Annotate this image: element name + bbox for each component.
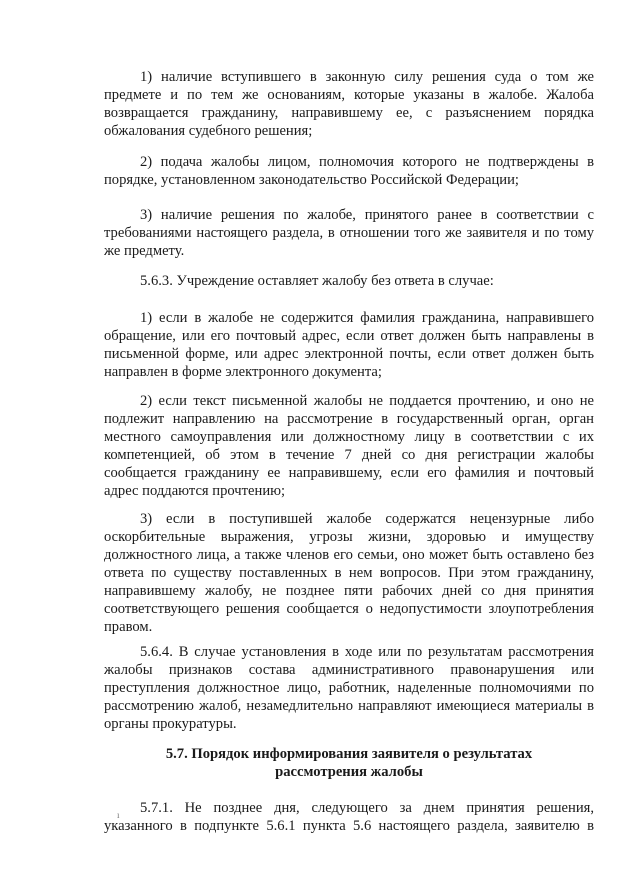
text-line: жалобы признаков состава административного правонарушения или — [104, 662, 594, 678]
paragraph-6 — [104, 392, 594, 500]
text-line: компетенцией, об этом в течение 7 дней со дня регистрации жалобы — [104, 447, 594, 463]
paragraph-10 — [104, 799, 594, 835]
text-line: 2) если текст письменной жалобы не поддается прочтению, и оно не — [140, 393, 594, 409]
text-line: сообщается гражданину ее направившему, если его фамилия и почтовый — [104, 465, 594, 481]
text-line: письменной форме, или адрес электронной почты, если ответ должен быть — [104, 346, 594, 362]
text-line: ответа по существу поставленных в нем вопросов. При этом гражданину, — [104, 565, 594, 581]
paragraph-1 — [104, 68, 594, 140]
text-line: преступления должностное лицо, работник, наделенные полномочиями по — [104, 680, 594, 696]
paragraph-5 — [104, 309, 594, 381]
text-line: 1) если в жалобе не содержится фамилия гражданина, направившего — [140, 310, 594, 326]
paragraph-3 — [104, 206, 594, 260]
text-line: же предмету. — [104, 243, 185, 259]
text-line: 5.6.4. В случае установления в ходе или по результатам рассмотрения — [140, 644, 594, 660]
paragraph-8 — [104, 643, 594, 733]
section-heading — [104, 745, 594, 781]
text-line: возвращается гражданину, направившему ее, с разъяснением порядка — [104, 105, 594, 121]
paragraph-2 — [104, 153, 594, 189]
text-line: оскорбительные выражения, угрозы жизни, здоровью и имуществу — [104, 529, 594, 545]
margin-mark: ı — [117, 810, 120, 820]
heading-line: рассмотрения жалобы — [275, 764, 423, 780]
text-line: обжалования судебного решения; — [104, 123, 313, 139]
text-line: 5.7.1. Не позднее дня, следующего за днем принятия решения, — [140, 800, 594, 816]
text-line: требованиями настоящего раздела, в отношении того же заявителя и по тому — [104, 225, 594, 241]
text-line: местного самоуправления или должностному лицу в соответствии с их — [104, 429, 594, 445]
text-line: рассмотрению жалоб, незамедлительно направляют имеющиеся материалы в — [104, 698, 594, 714]
text-line: указанного в подпункте 5.6.1 пункта 5.6 настоящего раздела, заявителю в — [104, 818, 594, 834]
heading-line: 5.7. Порядок информирования заявителя о результатах — [165, 746, 533, 762]
text-line: правом. — [104, 619, 153, 635]
text-line: направлен в форме электронного документа; — [104, 364, 382, 380]
text-line: предмете и по тем же основаниям, которые указаны в жалобе. Жалоба — [104, 87, 594, 103]
text-line: 3) наличие решения по жалобе, принятого ранее в соответствии с — [140, 207, 594, 223]
text-line: подлежит направлению на рассмотрение в государственный орган, орган — [104, 411, 594, 427]
text-line: 1) наличие вступившего в законную силу решения суда о том же — [140, 69, 594, 85]
paragraph-4 — [104, 272, 594, 290]
paragraph-7 — [104, 510, 594, 636]
text-line: 2) подача жалобы лицом, полномочия которого не подтверждены в — [140, 154, 594, 170]
text-line: адрес поддаются прочтению; — [104, 483, 286, 499]
text-line: 5.6.3. Учреждение оставляет жалобу без ответа в случае: — [140, 273, 494, 289]
text-line: должностного лица, а также членов его семьи, оно может быть оставлено без — [104, 547, 594, 563]
text-line: порядке, установленном законодательство Российской Федерации; — [104, 172, 519, 188]
text-line: 3) если в поступившей жалобе содержатся нецензурные либо — [140, 511, 594, 527]
text-line: соответствующего решения сообщается о недопустимости злоупотребления — [104, 601, 594, 617]
text-line: направившему жалобу, не позднее пяти рабочих дней со дня принятия — [104, 583, 594, 599]
text-line: органы прокуратуры. — [104, 716, 237, 732]
text-line: обращение, или его почтовый адрес, если ответ должен быть направлены в — [104, 328, 594, 344]
